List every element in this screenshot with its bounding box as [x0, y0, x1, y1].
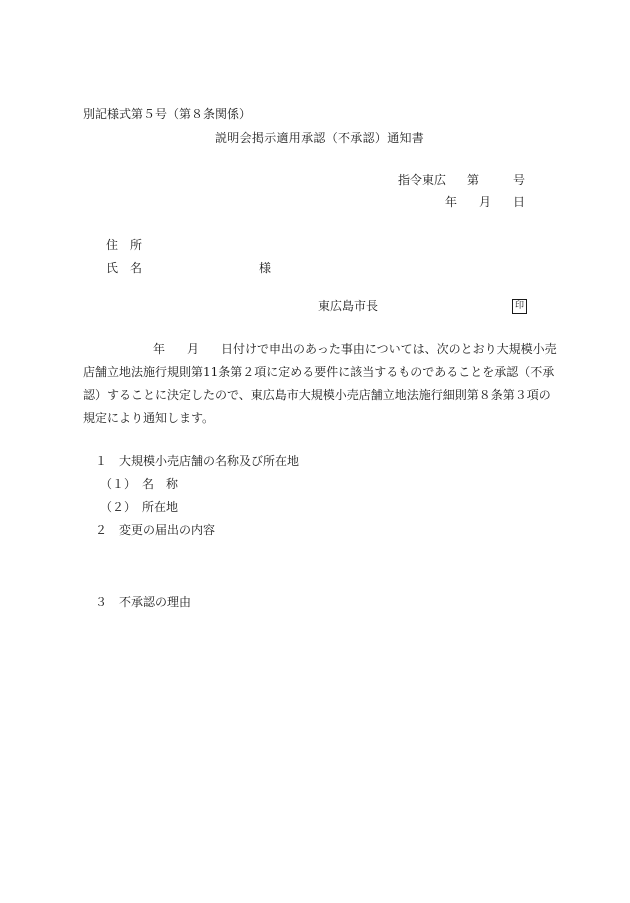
issuer-name: 東広島市長 [318, 299, 379, 313]
item-3-label: 不承認の理由 [119, 595, 192, 609]
item-2 [95, 522, 215, 538]
item-2-num: ２ [95, 523, 108, 537]
item-1-num: １ [95, 454, 108, 468]
sama-label: 様 [259, 261, 272, 275]
item-1-label: 大規模小売店舗の名称及び所在地 [119, 454, 300, 468]
body-line-1 [83, 338, 557, 361]
doc-number-go: 号 [513, 173, 526, 187]
item-3-num: ３ [95, 595, 108, 609]
item-1-2 [100, 499, 178, 515]
item-1-1-label: 名 称 [142, 477, 179, 491]
seal-mark [512, 298, 527, 314]
body-line-2: 店舗立地法施行規則第11条第２項に定める要件に該当するものであることを承認（不承 [83, 365, 555, 379]
body-line-3: 認）することに決定したので、東広島市大規模小売店舗立地法施行細則第８条第３項の [83, 388, 551, 402]
date-year: 年 [445, 195, 458, 209]
seal-text: 印 [512, 299, 527, 314]
item-1 [95, 453, 299, 469]
name-label: 氏 名 [106, 261, 143, 275]
item-1-1-num: （１） [100, 477, 137, 491]
document-title: 説明会掲示適用承認（不承認）通知書 [215, 131, 425, 145]
item-2-label: 変更の届出の内容 [119, 523, 216, 537]
body-line-1-year: 年 [153, 342, 166, 356]
body-line-1-rest: 日付けで申出のあった事由については、次のとおり大規模小売 [221, 342, 557, 356]
address-label: 住 所 [106, 238, 143, 252]
doc-number-prefix: 指令東広 [398, 173, 447, 187]
body-paragraph [83, 338, 557, 430]
form-id: 別記様式第５号（第８条関係） [83, 107, 252, 121]
item-3 [95, 594, 191, 610]
item-1-2-num: （２） [100, 500, 137, 514]
doc-number-dai: 第 [467, 173, 480, 187]
body-line-4: 規定により通知します。 [83, 411, 215, 425]
body-line-1-month: 月 [187, 342, 200, 356]
date-day: 日 [513, 195, 526, 209]
item-1-2-label: 所在地 [142, 500, 179, 514]
item-1-1 [100, 476, 178, 492]
date-month: 月 [479, 195, 492, 209]
